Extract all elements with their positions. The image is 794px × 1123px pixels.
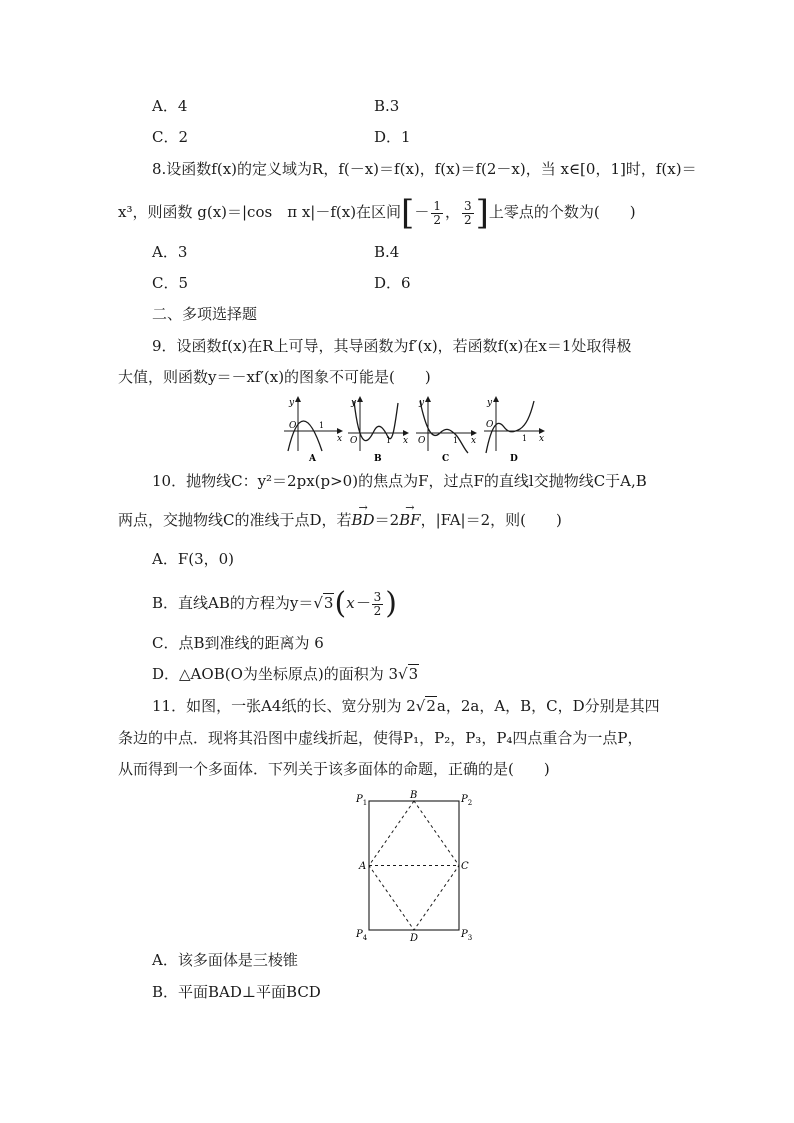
q8-line1: 8.设函数f(x)的定义域为R，f(－x)＝f(x)，f(x)＝f(2－x)，当 x∈[0，1]时，f(x)＝ (152, 160, 697, 178)
q9-graph-c (416, 397, 476, 464)
q11-line1-sqrt: 2 (426, 697, 436, 715)
q9-graph-a-label: A (309, 454, 316, 464)
q9-graph-d-x-label: x (539, 434, 545, 444)
q9-graph-c-y-label: y (419, 398, 425, 408)
q8-interval-fraction-b: $\frac{3}{2}$ (463, 198, 472, 227)
section-title-multiple-choice: 二、多项选择题 (152, 305, 258, 323)
q10-option-d (152, 667, 419, 682)
q10-option-a: A．F(3，0) (152, 550, 235, 568)
q8-option-c: C．5 (152, 274, 189, 292)
q9-graph-b-tick: 1 (386, 436, 392, 445)
q11-line1-suffix: a，2a，A，B，C，D分别是其四 (436, 697, 660, 715)
q9-graph-d-label: D (510, 454, 518, 464)
q9-graph-c-origin: O (418, 436, 426, 446)
q8-option-a: A．3 (152, 243, 188, 261)
q9-line1: 9．设函数f(x)在R上可导，其导函数为f′(x)，若函数f(x)在x＝1处取得极 (152, 337, 632, 355)
q10-option-b (152, 588, 397, 619)
q10-option-b-fraction: $\frac{3}{2}$ (373, 589, 382, 618)
q9-graph-a (284, 397, 342, 464)
q10-option-d-sqrt: 3 (408, 665, 419, 683)
q10-option-d-prefix: D．△AOB(O为坐标原点)的面积为 3 (152, 665, 399, 683)
q9-graph-d-y-label: y (487, 398, 493, 408)
q9-graph-b-origin: O (350, 436, 358, 446)
q7-option-c: C．2 (152, 128, 189, 146)
q10-option-b-sqrt: 3 (323, 594, 334, 612)
q10-line2-prefix: 两点，交抛物线C的准线于点D，若 (118, 511, 352, 529)
q10-option-c: C．点B到准线的距离为 6 (152, 634, 324, 652)
q8-comma: ， (444, 203, 460, 221)
q11-line1-prefix: 11．如图，一张A4纸的长、宽分别为 2 (152, 697, 416, 715)
q10-option-d-sqrt-sign: √ (398, 665, 408, 683)
q9-graph-b-y-label: y (351, 398, 357, 408)
q11-line1-sqrt-sign: √ (415, 697, 426, 715)
q9-graph-a-x-label: x (337, 434, 343, 444)
q10-line2 (118, 513, 562, 528)
q11-option-a: A．该多面体是三棱锥 (152, 951, 298, 969)
q11-label-b: B (410, 790, 418, 801)
q11-label-a: A (359, 861, 367, 872)
q8-interval-close-bracket: ] (475, 193, 489, 233)
q11-label-c: C (461, 861, 469, 872)
q8-minus: － (414, 203, 430, 221)
q10-option-b-x: x－ (346, 594, 370, 612)
q10-vector-bf: → BF (399, 513, 420, 528)
q10-option-b-close-paren: ) (385, 586, 398, 621)
q9-graph-d (484, 397, 544, 464)
q11-line3: 从而得到一个多面体．下列关于该多面体的命题，正确的是( ) (118, 760, 550, 778)
q8-option-b: B.4 (374, 243, 400, 261)
q10-option-b-open-paren: ( (334, 586, 347, 621)
q9-line2: 大值，则函数y＝－xf′(x)的图象不可能是( ) (118, 368, 431, 386)
q11-label-p3: $P_3$ (461, 929, 473, 942)
q11-label-d: D (410, 933, 419, 943)
q9-graph-d-origin: O (486, 420, 494, 430)
q10-option-b-sqrt-sign: √ (313, 594, 323, 612)
q11-label-p4: $P_4$ (356, 929, 368, 942)
q11-line1 (152, 699, 660, 714)
q10-vector-bd: → BD (352, 513, 375, 528)
q11-line2: 条边的中点．现将其沿图中虚线折起，使得P₁，P₂，P₃，P₄四点重合为一点P， (118, 729, 643, 747)
q11-option-b: B．平面BAD⊥平面BCD (152, 983, 321, 1001)
q7-option-d: D．1 (374, 128, 411, 146)
q11-label-p1: $P_1$ (356, 794, 368, 807)
q7-option-a: A．4 (152, 97, 188, 115)
q11-a4-paper-figure (352, 788, 482, 943)
q9-graph-b-x-label: x (403, 436, 409, 446)
q9-graph-c-label: C (442, 454, 450, 464)
q8-line2-suffix: 上零点的个数为( ) (488, 203, 636, 221)
q9-graph-c-tick: 1 (453, 436, 459, 445)
q9-graph-a-origin: O (289, 421, 297, 431)
q8-line2 (118, 193, 636, 233)
q9-graph-d-tick: 1 (522, 434, 528, 443)
q7-option-b: B.3 (374, 97, 400, 115)
q10-eq2: ＝2 (374, 511, 400, 529)
q9-graph-a-y-label: y (289, 398, 295, 408)
q10-option-b-prefix: B．直线AB的方程为y＝ (152, 594, 314, 612)
q9-graph-b-label: B (374, 454, 382, 464)
q9-graph-a-tick: 1 (319, 421, 325, 430)
q9-graphs-figure (280, 393, 550, 465)
q10-line2-suffix: ，|FA|＝2，则( ) (420, 511, 562, 529)
q9-graph-b (348, 397, 408, 464)
q8-option-d: D．6 (374, 274, 411, 292)
q11-label-p2: $P_2$ (461, 794, 473, 807)
q8-interval-open-bracket: [ (401, 193, 415, 233)
q8-interval-fraction-a: $\frac{1}{2}$ (433, 198, 441, 227)
q9-graph-c-x-label: x (471, 436, 477, 446)
q10-line1: 10．抛物线C：y²＝2px(p>0)的焦点为F，过点F的直线l交抛物线C于A,B (152, 472, 647, 490)
q8-line2-prefix: x³，则函数 g(x)＝|cos π x|－f(x)在区间 (118, 203, 402, 221)
